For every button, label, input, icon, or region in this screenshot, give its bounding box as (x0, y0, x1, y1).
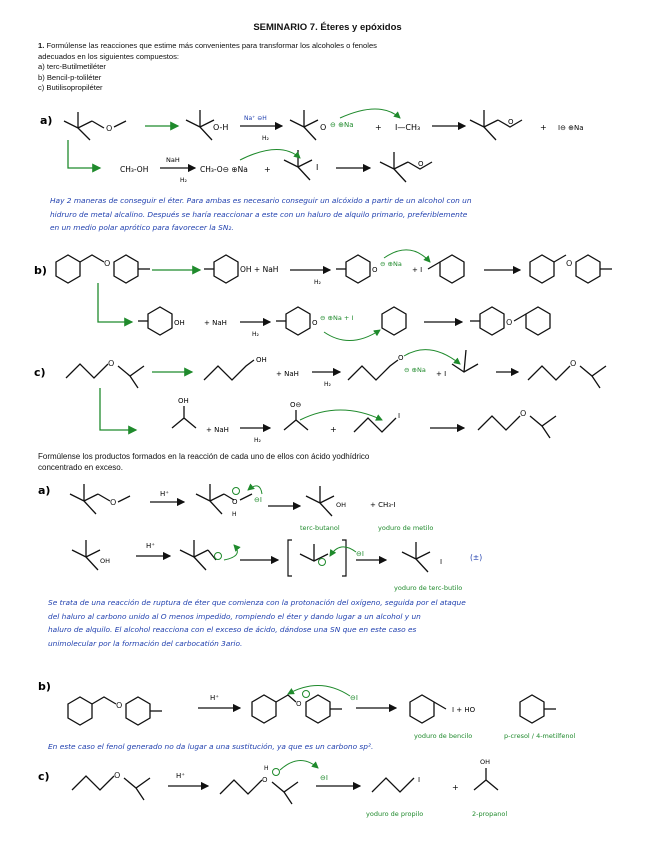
svg-text:O: O (570, 359, 577, 368)
svg-text:O: O (312, 319, 318, 327)
svg-text:+ I: + I (436, 370, 447, 378)
note-1a: Hay 2 maneras de conseguir el éter. Para ambas es necesario conseguir un alcóxido a partir de un alcohol con un hidruro de metal alcalino. Después se haría reaccionar a este con un haluro de alquilo primario, preferiblemente en un medio polar aprótico para favorecer la SN₂. (50, 196, 472, 232)
2-propanol-label: 2-propanol (472, 810, 508, 818)
svg-text:⊖ ⊕Na + I: ⊖ ⊕Na + I (320, 314, 354, 322)
svg-text:+ CH₃-I: + CH₃-I (370, 501, 396, 509)
question-item-a: a) terc-Butilmetiléter (38, 62, 106, 71)
svg-text:O: O (566, 259, 573, 268)
label-2a: a) (38, 484, 51, 497)
svg-text:+: + (375, 123, 382, 132)
svg-text:O: O (508, 118, 514, 126)
propyl-iodide-label: yoduro de propilo (366, 810, 424, 818)
svg-text:O-H: O-H (213, 123, 229, 132)
svg-text:H₂: H₂ (180, 177, 187, 184)
methanol: CH₃-OH (120, 165, 149, 174)
label-2c: c) (38, 770, 50, 783)
svg-text:OH: OH (174, 319, 185, 327)
note-2b: En este caso el fenol generado no da lugar a una sustitución, ya que es un carbono sp². (48, 742, 374, 751)
svg-text:O: O (110, 498, 117, 507)
svg-text:NaH: NaH (166, 156, 180, 164)
svg-text:H: H (264, 765, 269, 772)
tert-butyl-iodide-label: yoduro de terc-butilo (394, 584, 463, 592)
svg-text:+ NaH: + NaH (204, 319, 227, 327)
svg-text:O: O (372, 266, 378, 274)
page-title: SEMINARIO 7. Éteres y epóxidos (253, 22, 402, 33)
question-item-c: c) Butilisopropiléter (38, 83, 103, 92)
svg-text:H: H (232, 511, 237, 518)
svg-text:O: O (262, 776, 268, 784)
svg-text:H₂: H₂ (262, 135, 269, 142)
svg-text:O: O (506, 318, 513, 327)
svg-text:O: O (418, 160, 424, 168)
svg-text:H₂: H₂ (324, 381, 331, 388)
svg-text:OH: OH (256, 356, 267, 364)
svg-text:OH: OH (480, 758, 491, 766)
svg-text:+: + (330, 425, 337, 434)
svg-text:O⊖: O⊖ (290, 401, 302, 409)
label-1a: a) (40, 114, 53, 127)
svg-text:I + HO: I + HO (452, 706, 476, 714)
svg-text:H⁺: H⁺ (146, 542, 155, 550)
svg-text:+: + (540, 123, 547, 132)
svg-text:H⁺: H⁺ (160, 490, 169, 498)
svg-text:OH: OH (100, 557, 111, 565)
question-item-b: b) Bencil-p-toliléter (38, 72, 102, 82)
svg-text:H₂: H₂ (314, 279, 321, 286)
svg-text:OH: OH (178, 397, 189, 405)
svg-text:⊖I: ⊖I (356, 550, 364, 558)
methyl-iodide-1a: I—CH₃ (395, 123, 421, 132)
svg-text:⊖I: ⊖I (320, 774, 328, 782)
svg-text:I: I (398, 412, 401, 420)
svg-text:⊖I: ⊖I (254, 496, 262, 504)
svg-text:+: + (452, 783, 459, 792)
question-text-2: adecuados en los siguientes compuestos: (38, 51, 179, 61)
svg-text:+: + (264, 165, 271, 174)
svg-text:H⁺: H⁺ (176, 772, 185, 780)
oh-nah-1b: OH + NaH (240, 265, 279, 274)
svg-text:I: I (316, 163, 319, 172)
svg-text:H⁺: H⁺ (210, 694, 219, 702)
svg-text:I: I (440, 558, 443, 566)
svg-text:+ NaH: + NaH (276, 370, 299, 378)
question-number: 1. (38, 41, 45, 50)
svg-text:O: O (114, 771, 121, 780)
svg-text:OH: OH (336, 501, 347, 509)
alkoxide-charge-1a: ⊖ ⊕Na (330, 121, 354, 129)
svg-text:O: O (232, 498, 238, 506)
svg-text:O: O (108, 359, 115, 368)
svg-text:⊖I: ⊖I (350, 694, 358, 702)
svg-text:O: O (398, 354, 404, 362)
label-2b: b) (38, 680, 51, 693)
svg-text:I: I (418, 776, 421, 784)
svg-text:H₂: H₂ (252, 331, 259, 338)
reagent-nah: Na⁺ ⊖H (244, 115, 267, 122)
tert-butanol-label: terc-butanol (300, 524, 340, 532)
methyl-iodide-label: yoduro de metilo (378, 524, 434, 532)
svg-text:H₂: H₂ (254, 437, 261, 444)
svg-text:O: O (104, 259, 111, 268)
svg-text:O: O (296, 700, 302, 708)
benzyl-iodide-label: yoduro de bencilo (414, 732, 473, 740)
label-1b: b) (34, 264, 47, 277)
svg-text:O: O (520, 409, 527, 418)
label-1c: c) (34, 366, 46, 379)
svg-text:⊖ ⊕Na: ⊖ ⊕Na (404, 366, 426, 374)
svg-text:+ I: + I (412, 266, 423, 274)
svg-text:O: O (116, 701, 123, 710)
note-2a: Se trata de una reacción de ruptura de éter que comienza con la protonación del oxígeno, seguida por el ataque del haluro al carbono unido al O menos impedido, rompiendo el éter y dando lugar a un alcohol y un haluro de alquilo. El alcohol reacciona con el exceso de ácido, dándose una SN que en este caso es unimolecular por la formación del carbocatión 3ario. (48, 598, 466, 648)
svg-text:⊖ ⊕Na: ⊖ ⊕Na (380, 260, 402, 268)
svg-text:+ NaH: + NaH (206, 426, 229, 434)
racemic-label: (±) (470, 553, 483, 562)
svg-text:O: O (106, 124, 113, 133)
svg-text:O: O (320, 123, 327, 132)
question-text-1: Formúlense las reacciones que estime más convenientes para transformar los alcoholes o fenoles (46, 41, 377, 50)
question-2: Formúlense los productos formados en la reacción de cada uno de ellos con ácido yodhídrico concentrado en exceso. (38, 452, 370, 472)
methoxide: CH₃-O⊖ ⊕Na (200, 165, 248, 174)
iodide-byproduct-1a: I⊖ ⊕Na (558, 124, 584, 132)
p-cresol-label: p-cresol / 4-metilfenol (504, 732, 576, 740)
